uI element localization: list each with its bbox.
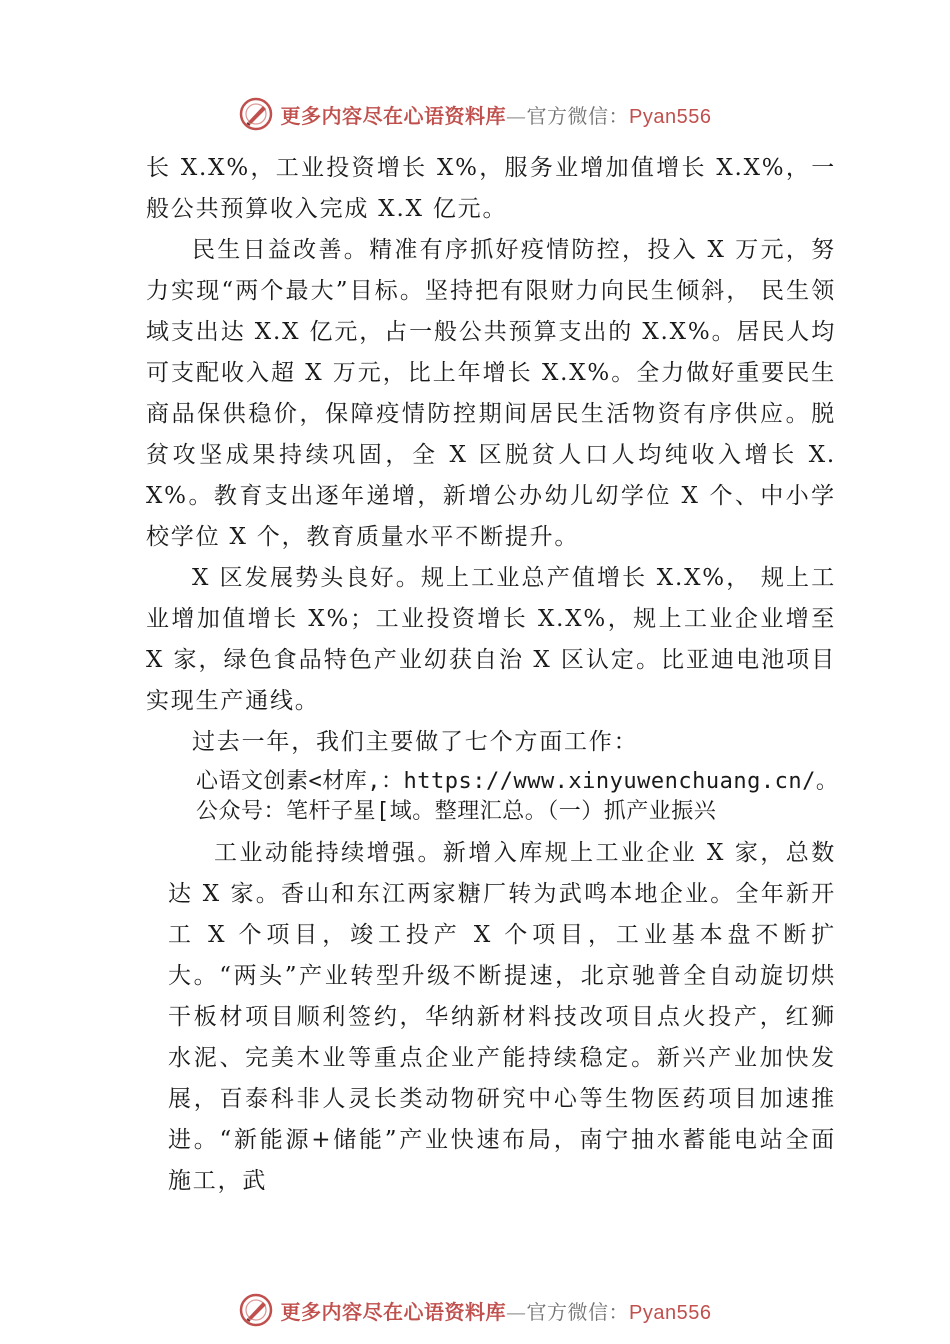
paragraph-3: X 区发展势头良好。规上工业总产值增长 X.X%， 规上工业增加值增长 X%；工业投资增长 X.X%，规上工业企业增至 X 家，绿色食品特色产业㓜获自治 X 区认定。比亚迪电池项目实现生产通线。	[146, 565, 836, 714]
footer-banner-separator: —	[506, 1299, 527, 1324]
footer-banner	[0, 1290, 950, 1330]
paragraph-1: 长 X.X%，工业投资增长 X%，服务业增加值增长 X.X%，一般公共预算收入完成 X.X 亿元。	[146, 155, 836, 222]
source-note	[146, 767, 839, 827]
document-body	[146, 148, 839, 1202]
quill-pen-logo-icon	[239, 97, 273, 131]
banner-label: 官方微信：	[526, 103, 630, 128]
paragraph-4: 过去一年，我们主要做了七个方面工作：	[192, 729, 639, 755]
banner-wechat-id: Pyan556	[629, 105, 712, 128]
footer-banner-main-text: 更多内容尽在心语资料库	[280, 1299, 507, 1324]
footer-banner-label: 官方微信：	[526, 1299, 630, 1324]
paragraph-2: 民生日益改善。精准有序抓好疫情防控，投入 X 万元，努力实现“两个最大”目标。坚持把有限财力向民生倾斜， 民生领域支出达 X.X 亿元，占一般公共预算支出的 X.X%。居民人均可支配收入超 X 万元，比上年增长 X.X%。全力做好重要民生商品保供稳价，保障疫情防控期间居民生活物资有序供应。脱贫攻坚成果持续巩固，全 X 区脱贫人口人均纯收入增长 X.X%。教育支出逐年递增，新增公办幼儿㓜学位 X 个、中小学校学位 X 个，教育质量水平不断提升。	[146, 237, 836, 550]
source-note-line-1: 心语文创素<材库,：https://www.xinyuwenchuang.cn/。	[196, 769, 839, 794]
footer-banner-title	[281, 1296, 712, 1325]
footer-banner-wechat-id: Pyan556	[629, 1301, 712, 1324]
header-banner	[0, 94, 950, 134]
banner-separator: —	[506, 103, 527, 128]
quill-pen-logo-icon	[239, 1293, 273, 1327]
source-note-line-2: 公众号：笔杆子星[域。整理汇总。（一）抓产业振兴	[196, 799, 717, 824]
banner-main-text: 更多内容尽在心语资料库	[280, 103, 507, 128]
paragraph-5: 工业动能持续增强。新增入库规上工业企业 X 家，总数达 X 家。香山和东江两家糖厂转为武鸣本地企业。全年新开工 X 个项目，竣工投产 X 个项目，工业基本盘不断扩大。“两头”产业转型升级不断提速，北京驰普全自动旋切烘干板材项目顺利签约，华纳新材料技改项目点火投产，红狮水泥、完美木业等重点企业产能持续稳定。新兴产业加快发展，百泰科非人灵长类动物研究中心等生物医药项目加速推进。“新能源+储能”产业快速布局，南宁抽水蓄能电站全面施工，武	[168, 840, 836, 1194]
banner-title	[281, 100, 712, 129]
